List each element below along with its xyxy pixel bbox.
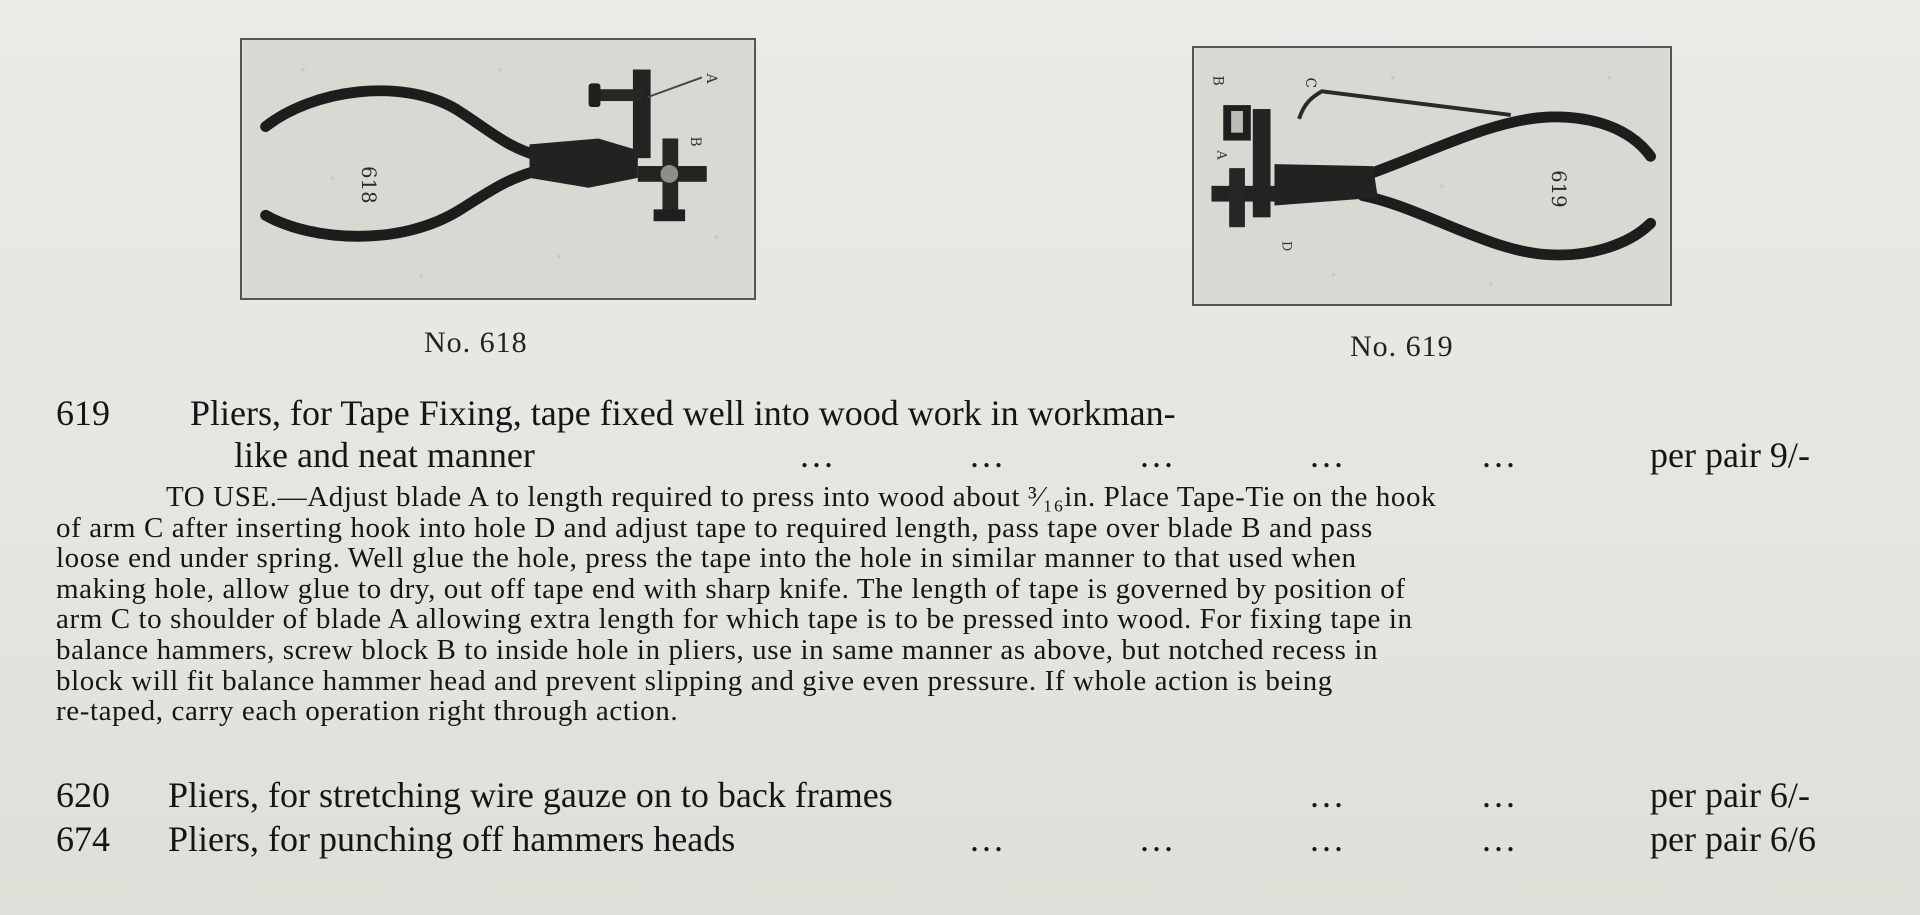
leader-dots: ... [970, 435, 1006, 475]
item-description: Pliers, for punching off hammers heads [168, 819, 736, 859]
item-description-continued: like and neat manner [234, 435, 535, 475]
figure-619-label-b: B [1209, 75, 1226, 86]
instruction-line: re-taped, carry each operation right through action. [56, 695, 679, 728]
item-price: per pair 6/6 [1650, 819, 1816, 859]
instruction-line: of arm C after inserting hook into hole D and adjust tape to required length, pass tape over blade B and pass [56, 511, 1373, 544]
leader-dots: ... [800, 435, 836, 475]
figure-618-engraved-number: 618 [357, 166, 381, 204]
figure-618-caption: No. 618 [424, 326, 528, 359]
item-number: 674 [56, 819, 110, 859]
leader-dots: ... [1140, 819, 1176, 859]
catalogue-item-620 [0, 774, 1920, 818]
item-price: per pair 9/- [1650, 435, 1810, 475]
leader-dots: ... [970, 819, 1006, 859]
figure-619-label-a: A [1213, 150, 1229, 160]
figure-618-label-a: A [702, 73, 719, 84]
leader-dots: ... [1310, 435, 1346, 475]
item-description: Pliers, for Tape Fixing, tape fixed well into wood work in workman- [190, 393, 1176, 433]
leader-dots: ... [1310, 775, 1346, 815]
catalogue-item-619 [0, 392, 1920, 436]
figure-619-label-d: D [1278, 240, 1294, 252]
leader-dots: ... [1482, 819, 1518, 859]
figure-619-engraved-number: 619 [1547, 170, 1571, 208]
item-description: Pliers, for stretching wire gauze on to back frames [168, 775, 893, 815]
leader-dots: ... [1482, 435, 1518, 475]
pliers-618-drawing [242, 40, 754, 298]
pliers-619-drawing [1194, 48, 1670, 304]
usage-instructions [56, 482, 1866, 727]
figure-619-pliers-illustration [1192, 46, 1672, 306]
instruction-line: arm C to shoulder of blade A allowing extra length for which tape is to be pressed into wood. For fixing tape in [56, 603, 1413, 636]
catalogue-item-619-continued [0, 434, 1920, 478]
leader-dots: ... [1482, 775, 1518, 815]
leader-dots: ... [1140, 435, 1176, 475]
instruction-line: block will fit balance hammer head and prevent slipping and give even pressure. If whole action is being [56, 664, 1333, 697]
item-number: 620 [56, 775, 110, 815]
instruction-line: TO USE.—Adjust blade A to length required to press into wood about ³⁄₁₆in. Place Tape-Tie on the hook [166, 481, 1437, 513]
catalogue-item-674 [0, 818, 1920, 862]
figure-618-pliers-illustration [240, 38, 756, 300]
item-number: 619 [56, 393, 110, 433]
instruction-line: making hole, allow glue to dry, out off tape end with sharp knife. The length of tape is governed by position of [56, 572, 1406, 605]
instruction-line: balance hammers, screw block B to inside hole in pliers, use in same manner as above, but notched recess in [56, 633, 1379, 666]
leader-dots: ... [1310, 819, 1346, 859]
figure-619-label-c: C [1301, 77, 1318, 89]
instruction-line: loose end under spring. Well glue the hole, press the tape into the hole in similar manner to that used when [56, 542, 1357, 575]
figure-618-label-b: B [687, 136, 704, 147]
item-price: per pair 6/- [1650, 775, 1810, 815]
figure-619-caption: No. 619 [1350, 330, 1454, 363]
